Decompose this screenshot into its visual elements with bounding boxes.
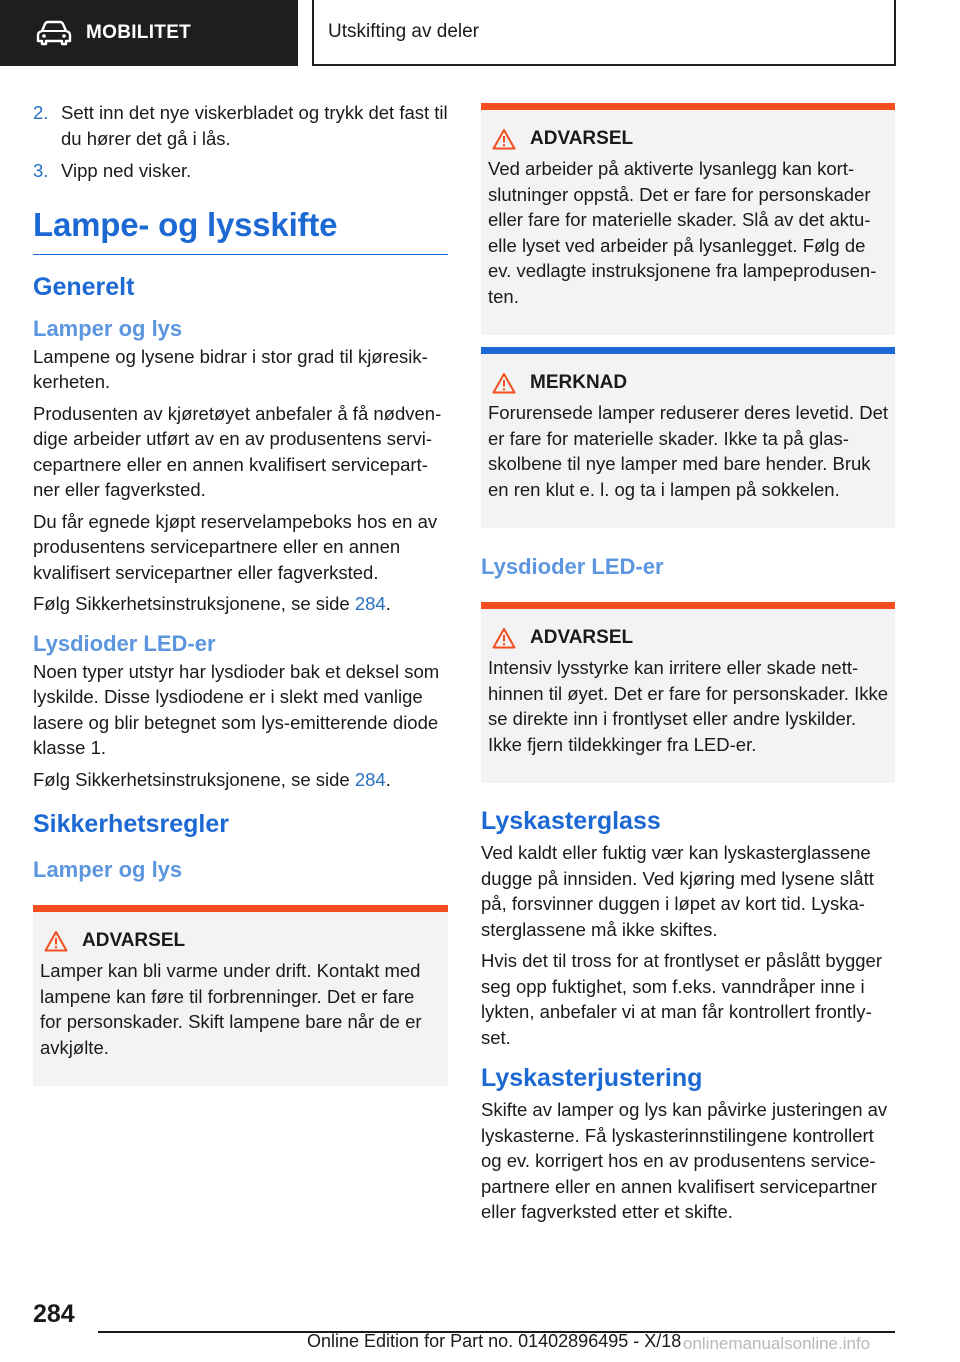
subheading-led: Lysdioder LED-er <box>481 554 664 579</box>
car-icon <box>36 20 72 46</box>
page-link[interactable]: 284 <box>354 593 386 614</box>
warning-triangle-icon <box>44 930 68 952</box>
warning-text: Ved arbeider på aktiverte lysanlegg kan kortslutninger oppstå. Det er fare for personskader eller fare for materielle skader. Slå av det aktuelle lyset ved arbeider på lysanlegget. Følg de ev. vedlagte instruksjonene fra lampeprodusenten. <box>488 158 877 307</box>
step-number: 3. <box>33 160 49 181</box>
warning-triangle-icon <box>492 627 516 649</box>
warning-title <box>40 930 441 952</box>
chapter-heading: Lampe- og lysskifte <box>33 206 448 255</box>
page-link[interactable]: 284 <box>354 768 386 790</box>
note-box <box>481 347 895 528</box>
warning-label: ADVARSEL <box>530 627 634 648</box>
heading-lyskasterjustering: Lyskasterjustering <box>481 1064 703 1092</box>
page-header <box>0 0 960 66</box>
warning-box <box>481 103 895 335</box>
heading-sikkerhetsregler: Sikkerhetsregler <box>33 810 229 838</box>
warning-text: Intensiv lysstyrke kan irritere eller skade netthinnen til øyet. Det er fare for personskader. Ikke se direkte inn i frontlyset eller andre lyskilder. Ikke fjern tildekkinger fra LED-er. <box>488 657 888 755</box>
paragraph: Hvis det til tross for at frontlyset er påslått bygger seg opp fuktighet, som f.eks. vanndråper inne i lykten, anbefaler vi at man får kontrollert frontlyset. <box>481 950 882 1048</box>
heading-lyskasterglass: Lyskasterglass <box>481 807 661 835</box>
edition-text: Online Edition for Part no. 01402896495 - X/18 <box>307 1331 682 1351</box>
paragraph: Du får egnede kjøpt reservelampeboks hos en av produsentens servicepartnere eller en annen kvalifisert servicepartner eller fagverksted. <box>33 510 438 583</box>
warning-label: ADVARSEL <box>530 128 634 149</box>
list-item <box>33 100 448 151</box>
page-footer <box>0 1295 960 1362</box>
note-title <box>488 372 888 394</box>
note-label: MERKNAD <box>530 372 628 393</box>
warning-title <box>488 627 888 649</box>
left-column <box>33 100 448 1086</box>
step-text: Vipp ned visker. <box>61 160 192 181</box>
note-text: Forurensede lamper reduserer deres levetid. Det er fare for materielle skader. Ikke ta på glasskolbene til nye lamper med bare hender. Bruk en ren klut e. l. og ta i lampen på sokkelen. <box>488 402 888 500</box>
warning-box <box>33 905 448 1086</box>
warning-title <box>488 128 888 150</box>
reference-paragraph <box>33 767 448 793</box>
heading-generelt: Generelt <box>33 272 135 301</box>
paragraph: Noen typer utstyr har lysdioder bak et deksel som lyskilde. Disse lysdiodene er i slekt med vanlige lasere og blir betegnet som lys-emitterende diode klasse 1. <box>33 660 440 758</box>
section-label: MOBILITET <box>86 22 192 43</box>
watermark-text: onlinemanualsonline.info <box>683 1334 871 1353</box>
warning-text: Lamper kan bli varme under drift. Kontakt med lampene kan føre til forbrenninger. Det er fare for personskader. Skift lampene bare når de er avkjølte. <box>40 960 422 1058</box>
paragraph: Lampene og lysene bidrar i stor grad til kjøresikkerheten. <box>33 345 428 392</box>
warning-triangle-icon <box>492 372 516 394</box>
right-column <box>481 103 895 1231</box>
section-tab[interactable] <box>0 0 298 66</box>
page-number: 284 <box>33 1300 75 1328</box>
reference-text: Følg Sikkerhetsinstruksjonene, se side <box>33 768 355 790</box>
reference-paragraph <box>33 591 448 617</box>
reference-text: Følg Sikkerhetsinstruksjonene, se side <box>33 593 355 614</box>
warning-box <box>481 602 895 783</box>
warning-triangle-icon <box>492 128 516 150</box>
step-number: 2. <box>33 102 49 123</box>
paragraph: Produsenten av kjøretøyet anbefaler å få nødvendige arbeider utført av en av produsentens servicepartnere eller en annen kvalifisert servicepartner eller fagverksted. <box>33 402 442 500</box>
reference-end: . <box>385 768 391 790</box>
paragraph: Ved kaldt eller fuktig vær kan lyskasterglassene dugge på innsiden. Ved kjøring med lysene slått på, forsvinner duggen i løpet av kort tid. Lyskasterglassene må ikke skiftes. <box>481 842 874 940</box>
warning-label: ADVARSEL <box>82 930 186 951</box>
paragraph: Skifte av lamper og lys kan påvirke justeringen av lyskasterne. Få lyskasterinnstilingene kontrollert og ev. korrigert hos en av produsentens servicepartnere eller en annen kvalifisert servicepartner eller fagverksted etter et skifte. <box>481 1099 888 1222</box>
step-text: Sett inn det nye viskerbladet og trykk det fast til du hører det gå i lås. <box>61 102 448 149</box>
subheading-lamper: Lamper og lys <box>33 315 183 341</box>
subheading-lamper: Lamper og lys <box>33 857 183 882</box>
reference-end: . <box>385 593 391 614</box>
chapter-title: Utskifting av deler <box>312 0 896 66</box>
subheading-led: Lysdioder LED-er <box>33 630 216 656</box>
list-item <box>33 158 448 184</box>
step-list <box>33 100 448 184</box>
